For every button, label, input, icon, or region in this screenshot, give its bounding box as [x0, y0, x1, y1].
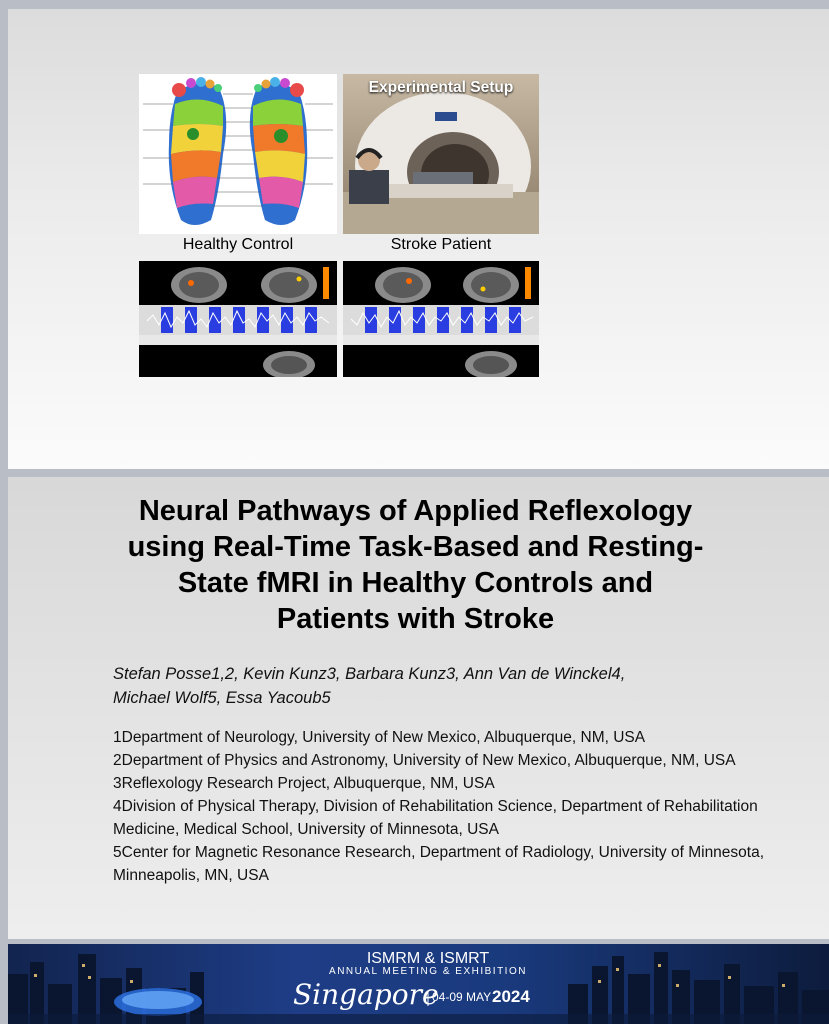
affiliation-list — [113, 726, 813, 887]
banner-year: 2024 — [492, 987, 530, 1006]
title-line: Neural Pathways of Applied Reflexology — [138, 495, 693, 527]
banner-city: Singapore — [293, 978, 439, 1011]
title-line: Patients with Stroke — [276, 603, 555, 635]
affiliation: 5Center for Magnetic Resonance Research, Department of Radiology, University of Minnesota, Minneapolis, MN, USA — [113, 844, 765, 884]
affiliation: 3Reflexology Research Project, Albuquerque, NM, USA — [113, 775, 495, 792]
affiliation: 2Department of Physics and Astronomy, University of New Mexico, Albuquerque, NM, USA — [113, 752, 736, 769]
paper-title — [30, 493, 801, 637]
setup-title: Experimental Setup — [368, 79, 514, 96]
stroke-patient-caption: Stroke Patient — [390, 236, 492, 253]
conference-banner — [8, 944, 829, 1024]
title-line: using Real-Time Task-Based and Resting- — [127, 531, 704, 563]
author-list — [113, 662, 793, 710]
fmri-display-healthy-control — [139, 261, 337, 377]
experimental-setup-photo — [343, 74, 539, 234]
authors-line: Michael Wolf5, Essa Yacoub5 — [113, 689, 331, 707]
banner-org: ISMRM & ISMRT — [366, 950, 490, 967]
fmri-display-stroke-patient — [343, 261, 539, 377]
banner-event: ANNUAL MEETING & EXHIBITION — [329, 966, 527, 977]
healthy-control-caption: Healthy Control — [182, 236, 294, 253]
authors-line: Stefan Posse1,2, Kevin Kunz3, Barbara Kunz3, Ann Van de Winckel4, — [113, 665, 626, 683]
title-line: State fMRI in Healthy Controls and — [177, 567, 654, 599]
affiliation: 4Division of Physical Therapy, Division of Rehabilitation Science, Department of Rehabilitation Medicine, Medical School, University of Minnesota, USA — [113, 798, 758, 838]
banner-dates: 04-09 MAY — [432, 990, 492, 1004]
foot-reflexology-map — [139, 74, 337, 234]
affiliation: 1Department of Neurology, University of New Mexico, Albuquerque, NM, USA — [113, 729, 646, 746]
